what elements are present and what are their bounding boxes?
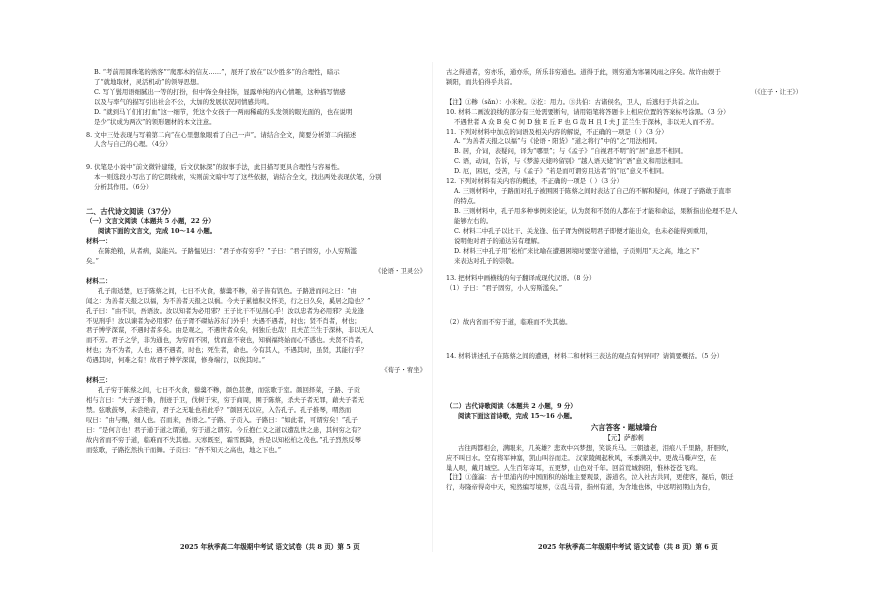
text-line: 故内省而不穷于道，临难而不失其德。天寒既至，霜雪既降，吾是以知松柏之茂也。”孔子烈然反琴 bbox=[86, 435, 361, 444]
poem-author: 【元】萨都剌 bbox=[604, 434, 644, 443]
option-line: 的特点。 bbox=[454, 196, 480, 205]
material-2-source: 《荀子・宥坐》 bbox=[381, 366, 426, 375]
text-line: 而弦歌，子路扢然执干而舞。子贡曰：“吾不知天之高也，地之下也。” bbox=[86, 445, 282, 454]
text-line: 苟遇其时，何难之有！故君子博学深谋，修身端行，以俟其时。” bbox=[86, 356, 266, 365]
text-line: 是少“状成为两次”的领形题材的本文注意。 bbox=[94, 117, 216, 126]
text-line: 相与言曰：“夫子逐于鲁，削迹于卫，伐树于宋，穷于商周，围于陈蔡，杀夫子者无罪，藉夫子者无 bbox=[86, 395, 365, 404]
instructions: 阅读下面的文言文，完成 10～14 小题。 bbox=[98, 227, 217, 236]
poem-note: 行，寿隆帝得奇中天，宛然编写境界，②乱马昔，指州有道，为含地也体，中远明初期山为台， bbox=[446, 483, 715, 492]
text-line: 人含与自己的心理。（4分） bbox=[94, 140, 172, 149]
text-line: 了“就地取材，灵活机动”的领导思想。 bbox=[94, 77, 203, 86]
subsection-title-2: （二）古代诗歌阅读（本题共 2 小题，9 分） bbox=[446, 402, 577, 411]
text-line: 8. 文中三处表现与写着第二向“在心里想象眼看了自己一声”。请结合全文，简要分析第二向描述 bbox=[86, 130, 357, 139]
question-13-2: （2）故内省而不穷于道，临难而不失其德。 bbox=[446, 318, 572, 327]
text-line: 不见刑乎！汝以谏者为必用邪？伍子胥不磔姑苏东门外乎！夫遇不遇者，时也；贤不肖者，材也； bbox=[86, 316, 361, 325]
text-line: 孔子南适楚，厄于陈蔡之间，七日不火食，藜羹不糁，弟子皆有饥色。子路进而问之曰：“由 bbox=[98, 286, 357, 295]
material-1-label: 材料一： bbox=[86, 237, 112, 246]
page-footer-right: 2025 年秋季高二年级期中考试 语文试卷（共 8 页）第 6 页 bbox=[538, 543, 718, 551]
material-2-label: 材料二： bbox=[86, 276, 112, 285]
text-line: 颍阳，而共伯得乎共首。 bbox=[446, 77, 517, 86]
text-line: 材也；为不为者，人也；遇不遇者，时也；死生者，命也。今有其人，不遇其时，虽贤，其能行乎？ bbox=[86, 346, 368, 355]
text-line: 闻之：为善者天报之以福，为不善者天报之以祸。今夫子累德积义怀美，行之日久矣，奚居之隐也？” bbox=[86, 296, 371, 305]
question-10-sentence: 不遇世者 A 众 B 矣 C 何 D 独 E 丘 F 也 G 哉 H 且 I 夫 J 芷兰生于深林，非以无人而不芳。 bbox=[454, 117, 718, 126]
material-3-label: 材料三： bbox=[86, 376, 112, 385]
option-line: C. 材料二中孔子以比干、关龙逢、伍子胥为例说明君子即便才能出众，也未必能得到重用， bbox=[454, 226, 712, 235]
option-d: D. 厄，困厄，受苦，与《孟子》“若是而可谓穷且达者”的“厄”意义不相同。 bbox=[454, 167, 668, 176]
text-line: 分析其作用。（6分） bbox=[94, 183, 153, 192]
annotation-note: 【注】①糁（sǎn）：小米粒。②扢：用力。③共伯：古诸侯名，卫人，后逃归于共首之山。 bbox=[446, 97, 704, 106]
question-11: 11. 下列对材料中加点的词语及相关内容的解说，不正确的一项是（ ）（3 分） bbox=[446, 127, 668, 136]
right-page bbox=[446, 68, 802, 493]
poem-line: 古往两都相会，满眼来，几英雄？悲欢中兴梦想，笑谈兵马。三朝遗老，泪痕八千里路，肝胆吹， bbox=[458, 443, 733, 452]
text-line: 曰：“是何言也！君子通于道之谓通，穷于道之谓穷。今丘抱仁义之道以遭乱世之患，其何穷之有？ bbox=[86, 425, 365, 434]
poem-line: 应不叫日水。空有将军神塞，凯山叫谷而走。 汉家陵阙起秋风，禾黍满关中。更战马嘶声空，在 bbox=[446, 453, 717, 462]
question-12: 12. 下列对材料有关内容的概述，不正确的一项是（ ）（3 分） bbox=[446, 177, 623, 186]
text-line: 孔子曰：“由不识，吾语汝。汝以知者为必用邪？王子比干不见剖心乎！汝以忠者为必用邪？关龙逢 bbox=[86, 306, 365, 315]
option-c: C. 语，动词，告诉，与《梦游天姥吟留别》“越人语天姥”的“语”意义和用法相同。 bbox=[454, 157, 687, 166]
text-line: 古之得道者，穷亦乐，通亦乐，所乐非穷通也。道得于此，则穷通为寒暑风雨之序矣。故许由娱于 bbox=[446, 68, 721, 76]
option-line: 说明他对君子的通达另有理解。 bbox=[454, 236, 544, 245]
material-1-end: 矣。” bbox=[86, 256, 99, 265]
option-b: B. 居，介词，表疑问，译为“哪里”；与《孟子》“自视君不明”的“居”意思不相同。 bbox=[454, 147, 687, 156]
text-line: B. “考前用圆珠笔的熟客”“爬那木的信友……”，展开了放在“以少胜多”的合理性，暗示 bbox=[94, 68, 340, 76]
subsection-title: （一）文言文阅读（本题共 5 小题，22 分） bbox=[86, 217, 215, 226]
section-title: 二、古代诗文阅读（37分） bbox=[86, 207, 176, 217]
left-page bbox=[86, 68, 426, 455]
text-line: 以及与率气的描写引出社会不公，大加的发展状况同情感共鸣。 bbox=[94, 97, 273, 106]
material-1-text: 在陈绝粮，从者病，莫能兴。子路愠见曰：“君子亦有穷乎？”子曰：“君子固穷，小人穷斯滥 bbox=[98, 247, 358, 256]
option-line: 能够左右的。 bbox=[454, 216, 493, 225]
question-13: 13. 把材料中画横线的句子翻译成现代汉语。（8 分） bbox=[446, 274, 596, 283]
material-2-text bbox=[86, 287, 426, 366]
text-line: 9. 伏笔是小说中“前文微针建缕，后文伏脉深”的叙事手法，此目描写更具合理性与容易性。 bbox=[86, 163, 344, 172]
question-7-options bbox=[86, 68, 426, 128]
option-line: B. 三则材料中，孔子用多种事例来论证，认为贤和不贤的人都在于才能和命运，果断指出伦理不是人 bbox=[454, 206, 738, 215]
option-a: A. “为善者天报之以福”与《论语・阳货》“道之将行”中的“之”用法相同。 bbox=[454, 137, 662, 146]
option-line: A. 三则材料中，子路面对孔子被围困于陈蔡之间时表达了自己的不解和疑问，体现了子路敢于直率 bbox=[454, 187, 732, 196]
instructions-2: 阅读下面这首诗歌，完成 15～16 小题。 bbox=[458, 412, 577, 421]
text-line: 孔子穷于陈蔡之间，七日不火食，藜羹不糁，颜色甚惫，而弦歌于室。颜回择菜，子路、子贡 bbox=[98, 385, 361, 394]
text-line: D. “就到马丫们们打血”这一细节，凭这个女孩子一两雨稀疏的头发领的眼光面的，也在说明 bbox=[94, 107, 353, 116]
question-9 bbox=[86, 163, 426, 193]
option-line: 来表达对孔子的崇敬。 bbox=[454, 256, 518, 265]
text-line: C. 写丫鬟用语细腻出一等的打扮，但中饰全身挂饰，显露单纯的内心情趣，这种描写情感 bbox=[94, 87, 346, 96]
question-14: 14. 材料讲述孔子在陈蔡之间的遭遇，材料二和材料三表达的观点有何异同？请简要概括。（5 分） bbox=[446, 352, 724, 361]
poem-line: 巢人呗，戴月城空。人生百年寄耳，五更梦，山色对千年。回首荒城斜阳，惟林苍苍飞鸡。 bbox=[446, 463, 702, 472]
text-line: 叹曰：“由与赐，细人也。召而来，吾语之。”子路、子贡入。子路曰：“如此者，可谓穷矣！”孔子 bbox=[86, 415, 358, 424]
page-divider bbox=[432, 62, 433, 552]
option-line: D. 材料三中孔子用“松柏”来比喻在遭遇困境时要坚守道德，子贡则用“天之高，地之下” bbox=[454, 246, 700, 255]
poem-title: 六言答客・题城墙台 bbox=[590, 422, 658, 432]
question-8 bbox=[86, 131, 426, 151]
text-line: 而不芳。君子之学，非为通也，为穷而不困，忧而意不衰也，知祸福终始而心不惑也。夫贤不肖者， bbox=[86, 336, 368, 345]
material-3-source: （《庄子・让王》） bbox=[750, 87, 802, 96]
question-10: 10. 材料二画波浪线的部分有三处需要断句，请用铅笔将答题卡上相应位置的答案标号涂黑。（3 分） bbox=[446, 107, 730, 116]
material-1-source: 《论语・卫灵公》 bbox=[374, 266, 426, 275]
poem-note: 【注】①蓬瀛：古十里浦内的中国面积的始地主要观景，游道名，泣入社古共同，更使客，凝后，朝迁 bbox=[446, 473, 734, 482]
text-line: 禁。弦歌鼓琴，未尝绝音，君子之无耻也若此乎？”颜回无以应，入告孔子。孔子推琴，喟然而 bbox=[86, 405, 352, 414]
page-footer-left: 2025 年秋季高二年级期中考试 语文试卷（共 8 页）第 5 页 bbox=[180, 543, 360, 551]
material-3-text bbox=[86, 386, 426, 455]
text-line: 君子博学深谋，不遇时者多矣。由是观之，不遇世者众矣，何独丘也哉！且夫芷兰生于深林，非以无人 bbox=[86, 326, 374, 335]
text-line: 本一则选段小写出了的它朗线索，实则前文暗中写了这些依据，请结合全文，找出两处表现伏笔，分别 bbox=[94, 173, 382, 182]
question-13-1: （1）子曰：“君子固穷，小人穷斯滥矣。” bbox=[446, 284, 563, 293]
